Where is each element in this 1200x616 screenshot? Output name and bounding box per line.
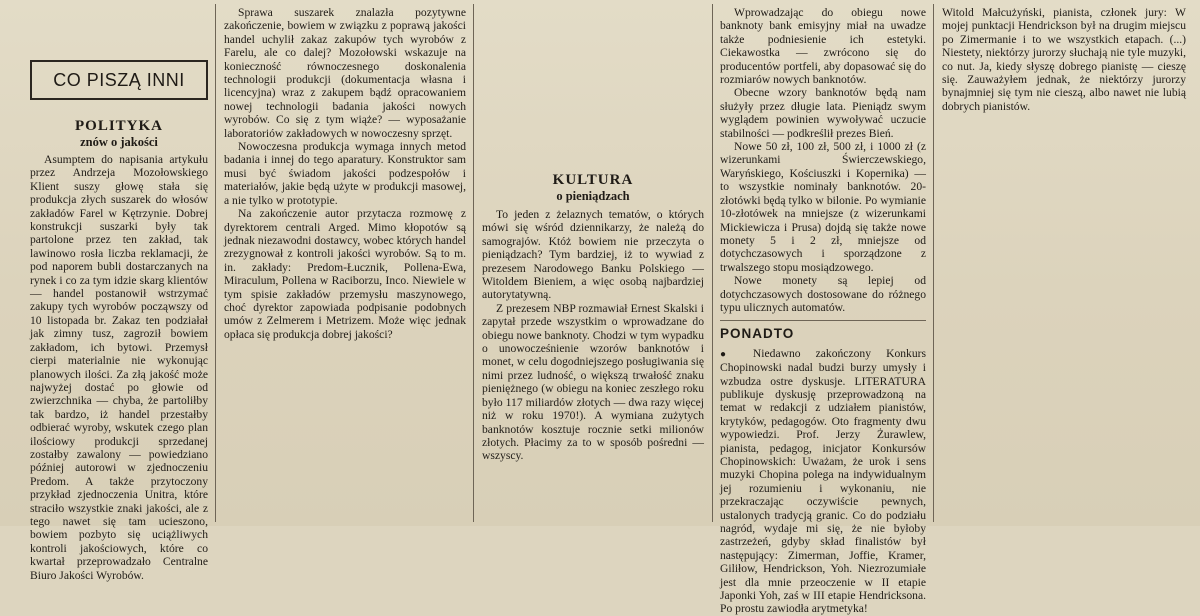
kultura-paragraph: Z prezesem NBP rozmawiał Ernest Skalski i zapytał przede wszystkim o wprowadzane do obiegu nowe banknoty. Chodzi w tym wypadku o unowocześnienie wzorów banknotów i monet, w celu dogodniejszego posługiwania się nimi przez ludność, o większą trwałość znaku pieniężnego (w obiegu na koniec zeszłego roku było 117 miliardów złotych — dwa razy więcej niż w roku 1970!). A wymiana zużytych banknotów kosztuje rocznie setki milionów złotych. Płacimy za to w sposób pośredni — wszyscy.: [482, 301, 704, 463]
kultura-paragraph: Nowe monety są lepiej od dotychczasowych dostosowane do różnego typu ulicznych automatów.: [720, 274, 926, 314]
column-4: [720, 6, 927, 616]
ponadto-text: Niedawno zakończony Konkurs Chopinowski nadal budzi burzy umysły i wzbudza ostre dyskusje. LITERATURA publikuje dyskusję przeprowadzoną na temat w redakcji z udziałem pianistów, krytyków, pedagogów. Oto fragmenty dwu wypowiedzi. Prof. Jerzy Żurawlew, pianista, pedagog, inicjator Konkursów Chopinowskich: Uważam, że urok i sens muzyki Chopina polega na indywidualnym jej rozumieniu i wykonaniu, nie przekraczając oczywiście pewnych, ustalonych tradycją granic. Co do podziału nagród, wydaje mi się, że nie byłoby zastrzeżeń, gdyby skład finalistów był następujący: Zimerman, Joffie, Kramer, Giliłow, Hendrickson, Yoh. Niezrozumiałe jest dla mnie przeoczenie w II etapie Japonki Yoh, zaś w III etapie Hendricksona. Po prostu zawiodła arytmetyka!: [720, 346, 927, 616]
column-2: [224, 6, 466, 522]
kultura-title: KULTURA: [552, 172, 634, 188]
section-banner: CO PISZĄ INNI: [30, 60, 208, 100]
ponadto-rule: [720, 320, 926, 321]
column-1: [30, 118, 208, 582]
column-divider: [712, 4, 713, 522]
bullet-icon: ●: [720, 348, 753, 360]
polityka-subtitle: znów o jakości: [80, 135, 158, 149]
ponadto-paragraph: Witold Małcużyński, pianista, członek jury: W mojej punktacji Hendrickson był na drugim miejscu po Zimermanie i to we wszystkich etapach. (...) Niestety, niektórzy jurorzy słuchają nie tyle muzyki, co nut. Ja, kiedy słyszę dobrego pianistę — cieszę się. Zauważyłem jednak, że niektórzy jurorzy bynajmniej się tym nie cieszą, albo nawet nie lubią dobrych pianistów.: [942, 6, 1186, 113]
kultura-paragraph: Wprowadzając do obiegu nowe banknoty bank emisyjny miał na uwadze także podniesienie ich estetyki. Ciekawostka — zwrócono się do producentów portfeli, aby dopasować się do rozmiarów nowych banknotów.: [720, 6, 926, 87]
polityka-paragraph: Na zakończenie autor przytacza rozmowę z dyrektorem centrali Arged. Mimo kłopotów są jednak niezawodni dostawcy, wobec których handel zrezygnował z kontroli jakości wyrobów. Są to m. in. zakłady: Predom-Łucznik, Pollena-Ewa, Miraculum, Pollena w Raciborzu, Inco. Niewiele w tym spisie zakładów przemysłu maszynowego, choć dyrektor zapowiada podpisanie podobnych umów z Zelmerem i Metrizem. Może więc jednak opłaca się produkcja dobrej jakości?: [224, 207, 466, 341]
kultura-paragraph: To jeden z żelaznych tematów, o których mówi się wśród dziennikarzy, że należą do samograjów. Któż bowiem nie przeczyta o pieniądzach? Tym bardziej, iż to wywiad z prezesem Narodowego Banku Polskiego — Witoldem Bieniem, a więc osobą najbardziej autorytatywną.: [482, 208, 704, 302]
kultura-subtitle: o pieniądzach: [556, 189, 630, 203]
kultura-paragraph: Obecne wzory banknotów będą nam służyły przez długie lata. Pieniądz swym wyglądem powinien wywoływać uczucie stabilności — podkreślił prezes Bień.: [720, 86, 926, 140]
polityka-title: POLITYKA: [74, 118, 163, 134]
polityka-paragraph: Nowoczesna produkcja wymaga innych metod badania i innej do tego aparatury. Konstruktor sam musi być świadom jakości podzespołów i materiałów, jakie będą użyte w produkcji masowej, a nie tylko w prototypie.: [224, 140, 466, 207]
ponadto-paragraph: [720, 347, 926, 616]
kultura-paragraph: Nowe 50 zł, 100 zł, 500 zł, i 1000 zł (z wizerunkami Świerczewskiego, Waryńskiego, Kościuszki i Kopernika) — to wszystkie nominały banknotów. 20-złotówki będą tylko w bilonie. Po wymianie 10-złotówek na mniejsze (z wizerunkami Mickiewicza i Prusa) dojdą się także nowe monety 5 i 2 zł, mniejsze od dotychczasowych i sporządzone z trwalszego stopu mosiądzowego.: [720, 140, 926, 274]
column-divider: [473, 4, 474, 522]
column-divider: [933, 4, 934, 522]
column-3: [482, 172, 704, 522]
ponadto-title: PONADTO: [720, 326, 795, 342]
polityka-paragraph: Asumptem do napisania artykułu przez Andrzeja Mozołowskiego Klient suszy głowę stała się produkcja złych suszarek do włosów zakładów Farel w Kętrzynie. Dobrej konstrukcji suszarki były tak partolone przez ten zakład, tak lawinowo rosła liczba reklamacji, że pod naporem bubli dostarczanych na rynek i co za tym idzie skarg klientów — handel postanowił wstrzymać zakupy tych wyrobów począwszy od 10 listopada br. Zakaz ten podziałał jak zimny tusz, zagroził bowiem zakładom, ich bytowi. Przemysł cierpi materialnie nie wykonując planowych ilości. Za złą jakość może najwyżej dostać po głowie od zwierzchnika — chyba, że partoliłby tak bardzo, iż handel przestałby odbierać wyroby, wskutek czego plan ilościowy produkcji sprzedanej zostałby zawalony — powiedziano później autorowi w zjednoczeniu Predom. A także przytoczony przykład zjednoczenia Unitra, które straciło wszystkie znaki jakości, ale z tego nawet się tam ucieszono, bowiem pozbyto się uciążliwych kontroli jakościowych, które co kwartał przeprowadzało Centralne Biuro Jakości Wyrobów.: [30, 153, 208, 582]
column-divider: [215, 4, 216, 522]
polityka-paragraph: Sprawa suszarek znalazła pozytywne zakończenie, bowiem w związku z poprawą jakości handel uchylił zakaz zakupów tych wyrobów z Farelu, ale co dalej? Mozołowski wskazuje na konieczność równoczesnego doskonalenia technologii produkcji (dokumentacja własna i licencyjna) wraz z zakupem bądź opracowaniem nowej technologii badania jakości nowych wyrobów. Co się z tym wiąże? — wyposażanie laboratoriów zakładowych w nowoczesny sprzęt.: [224, 6, 466, 140]
column-5: [942, 6, 1186, 522]
